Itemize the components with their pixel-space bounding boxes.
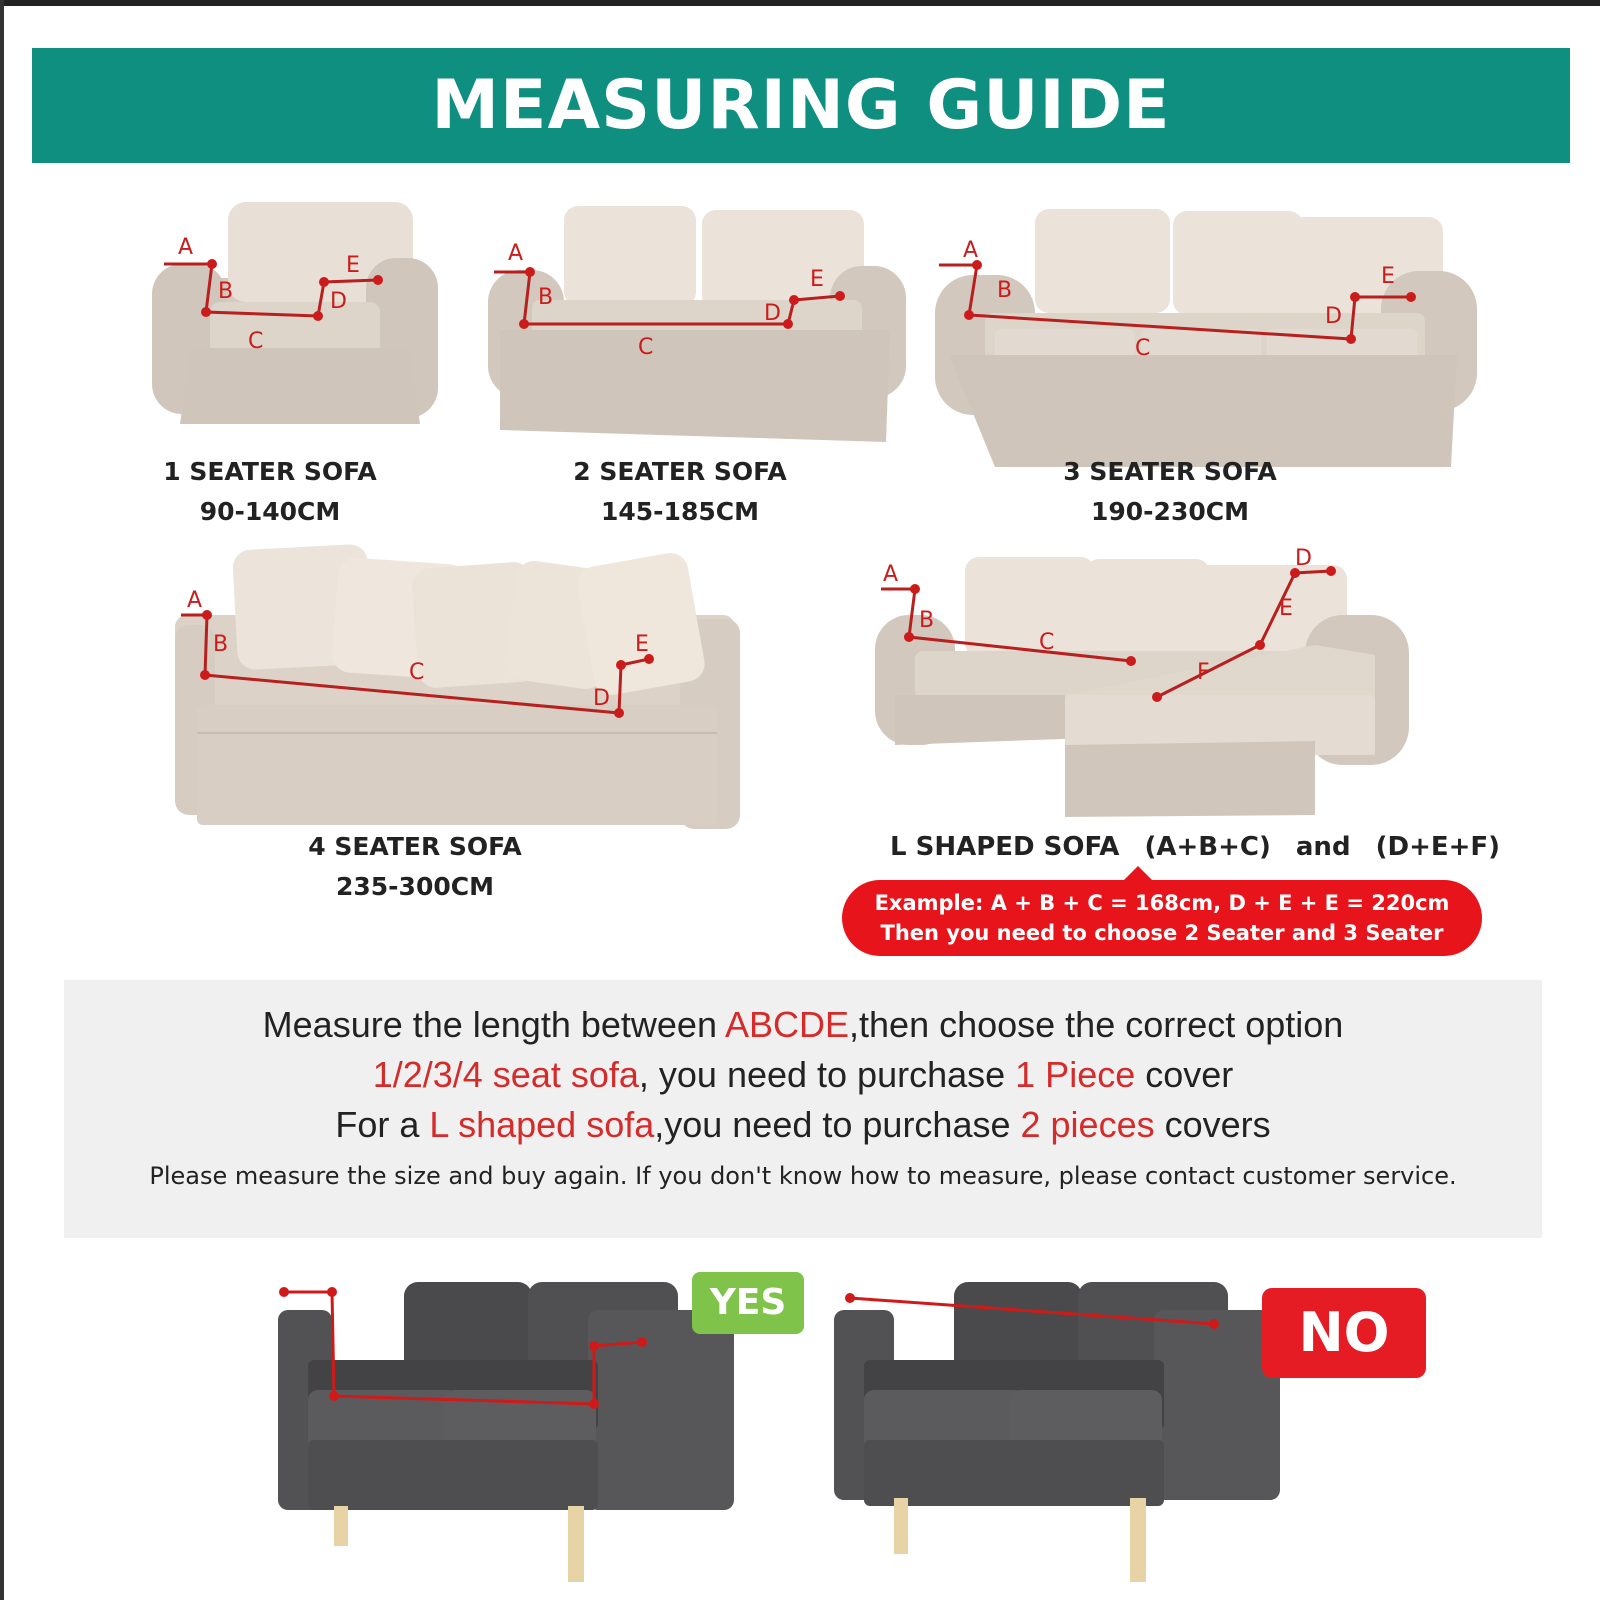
highlight: 1/2/3/4 seat sofa bbox=[372, 1054, 639, 1095]
sofa-range: 190-230CM bbox=[1091, 497, 1249, 526]
instruction-line-2 bbox=[64, 1050, 1542, 1100]
gray-sofa-incorrect-illustration bbox=[834, 1280, 1284, 1580]
page-title: MEASURING GUIDE bbox=[431, 66, 1171, 145]
example-bubble bbox=[842, 880, 1482, 956]
text: covers bbox=[1154, 1104, 1271, 1145]
text: ,you need to purchase bbox=[654, 1104, 1021, 1145]
marker-e: E bbox=[635, 632, 649, 657]
highlight: 1 Piece bbox=[1015, 1054, 1136, 1095]
text: Measure the length between bbox=[262, 1004, 725, 1045]
sofa-4-seater-illustration bbox=[175, 545, 745, 835]
sofa-3-seater-illustration bbox=[935, 205, 1480, 475]
correct-measure-figure bbox=[278, 1280, 738, 1580]
marker-b: B bbox=[218, 279, 234, 304]
example-line-2: Then you need to choose 2 Seater and 3 Seater bbox=[880, 921, 1444, 945]
marker-a: A bbox=[508, 241, 524, 266]
caption-1-seater bbox=[130, 452, 410, 532]
sofa-name: L SHAPED SOFA bbox=[890, 832, 1120, 862]
formula-connector: and bbox=[1295, 832, 1351, 862]
formula-def: (D+E+F) bbox=[1375, 832, 1501, 862]
frame-left-border bbox=[0, 0, 4, 1600]
highlight: ABCDE bbox=[724, 1004, 850, 1045]
frame-top-border bbox=[0, 0, 1600, 6]
marker-a: A bbox=[883, 562, 899, 587]
marker-c: C bbox=[248, 329, 264, 354]
sofa-name: 2 SEATER SOFA bbox=[573, 457, 787, 486]
sofa-range: 145-185CM bbox=[601, 497, 759, 526]
marker-b: B bbox=[213, 632, 229, 657]
marker-d: D bbox=[1325, 304, 1342, 329]
yes-badge: YES bbox=[692, 1272, 804, 1334]
marker-e: E bbox=[346, 253, 360, 278]
sofa-name: 4 SEATER SOFA bbox=[308, 832, 522, 861]
text: ,then choose the correct option bbox=[849, 1004, 1344, 1045]
caption-l-shaped bbox=[890, 832, 1500, 862]
formula-abc: (A+B+C) bbox=[1144, 832, 1271, 862]
marker-b: B bbox=[538, 285, 554, 310]
marker-c: C bbox=[638, 335, 654, 360]
marker-c: C bbox=[1039, 630, 1055, 655]
highlight: L shaped sofa bbox=[429, 1104, 655, 1145]
marker-b: B bbox=[919, 608, 935, 633]
marker-d: D bbox=[764, 301, 781, 326]
instruction-line-1 bbox=[64, 1000, 1542, 1050]
incorrect-measure-figure bbox=[834, 1280, 1284, 1580]
sofa-name: 1 SEATER SOFA bbox=[163, 457, 377, 486]
sofa-1-seater-illustration bbox=[150, 198, 440, 428]
instruction-line-3 bbox=[64, 1100, 1542, 1150]
sofa-2-seater-illustration bbox=[488, 200, 908, 450]
marker-d: D bbox=[1295, 546, 1312, 571]
caption-3-seater bbox=[1020, 452, 1320, 532]
marker-e: E bbox=[1279, 596, 1293, 621]
caption-4-seater bbox=[270, 827, 560, 907]
instruction-note: Please measure the size and buy again. If you don't know how to measure, please contact customer service. bbox=[149, 1162, 1457, 1190]
marker-c: C bbox=[1135, 336, 1151, 361]
marker-d: D bbox=[330, 289, 347, 314]
sofa-figure-l-shaped bbox=[875, 546, 1415, 825]
header-banner bbox=[32, 48, 1570, 163]
marker-e: E bbox=[810, 267, 824, 292]
marker-b: B bbox=[997, 278, 1013, 303]
highlight: 2 pieces bbox=[1020, 1104, 1155, 1145]
text: cover bbox=[1135, 1054, 1234, 1095]
sofa-range: 90-140CM bbox=[199, 497, 341, 526]
marker-e: E bbox=[1381, 264, 1395, 289]
marker-a: A bbox=[963, 238, 979, 263]
sofa-figure-1-seater bbox=[150, 198, 440, 428]
marker-f: F bbox=[1197, 660, 1210, 685]
sofa-name: 3 SEATER SOFA bbox=[1063, 457, 1277, 486]
example-line-1: Example: A + B + C = 168cm, D + E + E = 220cm bbox=[874, 891, 1450, 915]
marker-c: C bbox=[409, 660, 425, 685]
sofa-figure-4-seater bbox=[175, 545, 745, 835]
marker-a: A bbox=[178, 235, 194, 260]
no-badge: NO bbox=[1262, 1288, 1426, 1378]
sofa-figure-2-seater bbox=[488, 200, 908, 450]
marker-a: A bbox=[187, 588, 203, 613]
sofa-range: 235-300CM bbox=[336, 872, 494, 901]
caption-2-seater bbox=[530, 452, 830, 532]
text: For a bbox=[335, 1104, 430, 1145]
gray-sofa-correct-illustration bbox=[278, 1280, 738, 1580]
text: , you need to purchase bbox=[638, 1054, 1016, 1095]
marker-d: D bbox=[593, 686, 610, 711]
sofa-l-shaped-illustration bbox=[875, 546, 1415, 825]
instructions-panel bbox=[64, 980, 1542, 1238]
sofa-figure-3-seater bbox=[935, 205, 1480, 475]
